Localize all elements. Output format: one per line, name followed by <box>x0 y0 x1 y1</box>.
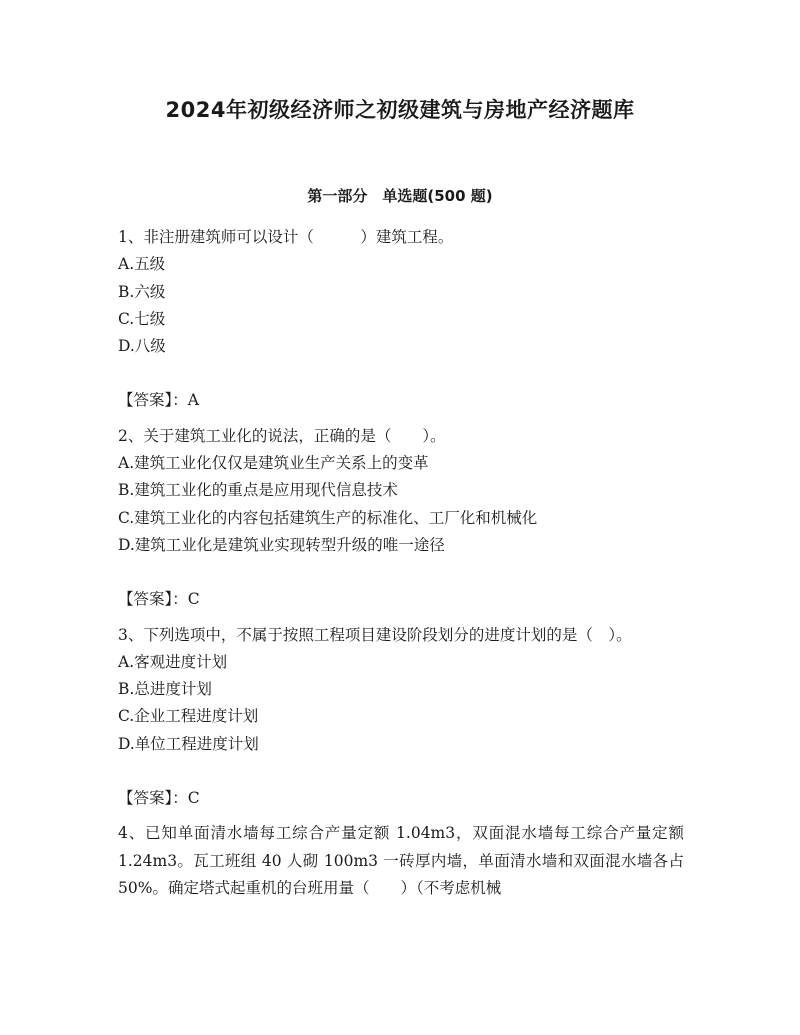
question-list <box>118 224 684 902</box>
question-text: 1、非注册建筑师可以设计（ ）建筑工程。 <box>118 228 454 246</box>
option-c: C.建筑工业化的内容包括建筑生产的标准化、工厂化和机械化 <box>118 508 538 527</box>
question-item <box>118 622 684 813</box>
question-item <box>118 423 684 614</box>
answer-line <box>118 586 684 613</box>
question-text: 2、关于建筑工业化的说法，正确的是（ ）。 <box>118 426 446 445</box>
option-c: C.企业工程进度计划 <box>118 707 259 726</box>
answer-line <box>118 785 684 812</box>
answer-line <box>118 387 684 414</box>
option-d: D.建筑工业化是建筑业实现转型升级的唯一途径 <box>118 535 445 554</box>
option-b: B.六级 <box>118 282 166 301</box>
question-item <box>118 820 684 902</box>
answer-label: 【答案】： <box>118 590 188 609</box>
option-b: B.总进度计划 <box>118 680 212 699</box>
option-d: D.单位工程进度计划 <box>118 734 259 753</box>
section-heading: 第一部分 单选题(500 题) <box>307 187 493 205</box>
answer-value: A <box>187 391 199 410</box>
option-a: A.客观进度计划 <box>118 652 228 671</box>
answer-value: C <box>187 590 200 609</box>
document-title: 2024年初级经济师之初级建筑与房地产经济题库 <box>165 98 635 122</box>
question-text: 3、下列选项中，不属于按照工程项目建设阶段划分的进度计划的是（ ）。 <box>118 625 632 644</box>
option-b: B.建筑工业化的重点是应用现代信息技术 <box>118 481 398 500</box>
answer-value: C <box>187 789 200 808</box>
option-a: A.建筑工业化仅仅是建筑业生产关系上的变革 <box>118 454 429 473</box>
option-d: D.八级 <box>118 337 166 356</box>
question-text: 4、已知单面清水墙每工综合产量定额 1.04m3，双面混水墙每工综合产量定额 1.24m3。瓦工班组 40 人砌 100m3 一砖厚内墙，单面清水墙和双面混水墙各占 50%。确定塔式起重机的台班用量（ ）（不考虑机械 <box>118 824 684 897</box>
option-a: A.五级 <box>118 255 166 274</box>
question-item <box>118 224 684 415</box>
answer-label: 【答案】： <box>118 391 188 410</box>
answer-label: 【答案】： <box>118 789 188 808</box>
option-c: C.七级 <box>118 309 166 328</box>
